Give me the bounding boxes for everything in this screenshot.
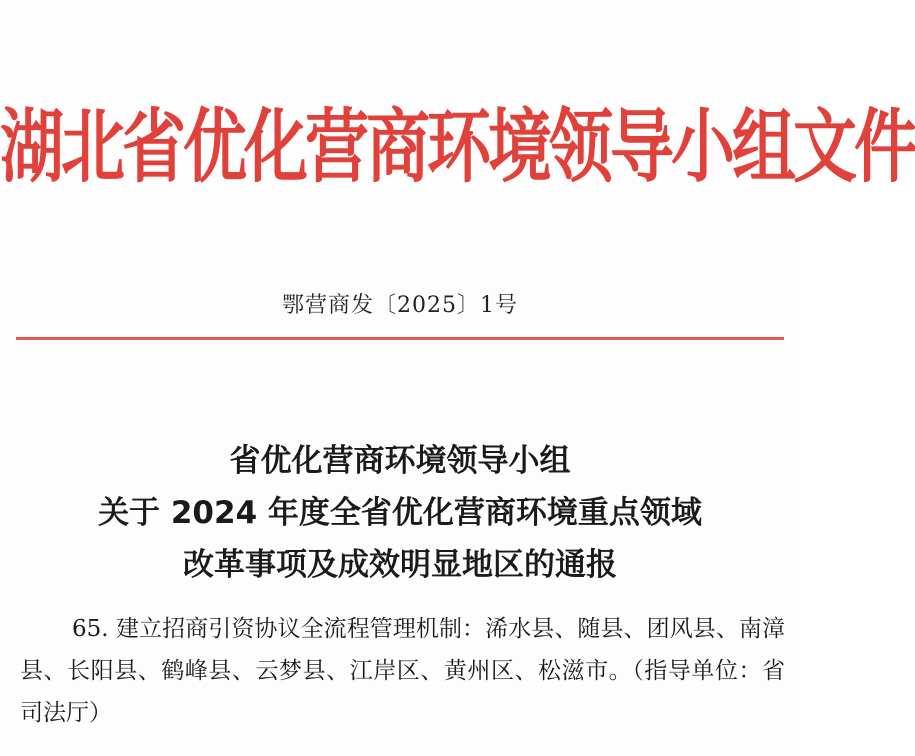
document-number: 鄂营商发〔2025〕1号 <box>282 293 518 318</box>
issuer-header: 湖北省优化营商环境领导小组文件 <box>0 101 915 195</box>
title-line-3: 改革事项及成效明显地区的通报 <box>183 547 617 583</box>
title-line-2: 关于 2024 年度全省优化营商环境重点领域 <box>98 495 702 531</box>
title-line-1: 省优化营商环境领导小组 <box>229 443 571 479</box>
body-paragraph: 65. 建立招商引资协议全流程管理机制：浠水县、随县、团风县、南漳县、长阳县、鹤峰县、云梦县、江岸区、黄州区、松滋市。（指导单位：省司法厅） <box>20 616 785 726</box>
red-divider-line <box>16 337 784 340</box>
document-title <box>0 435 800 591</box>
